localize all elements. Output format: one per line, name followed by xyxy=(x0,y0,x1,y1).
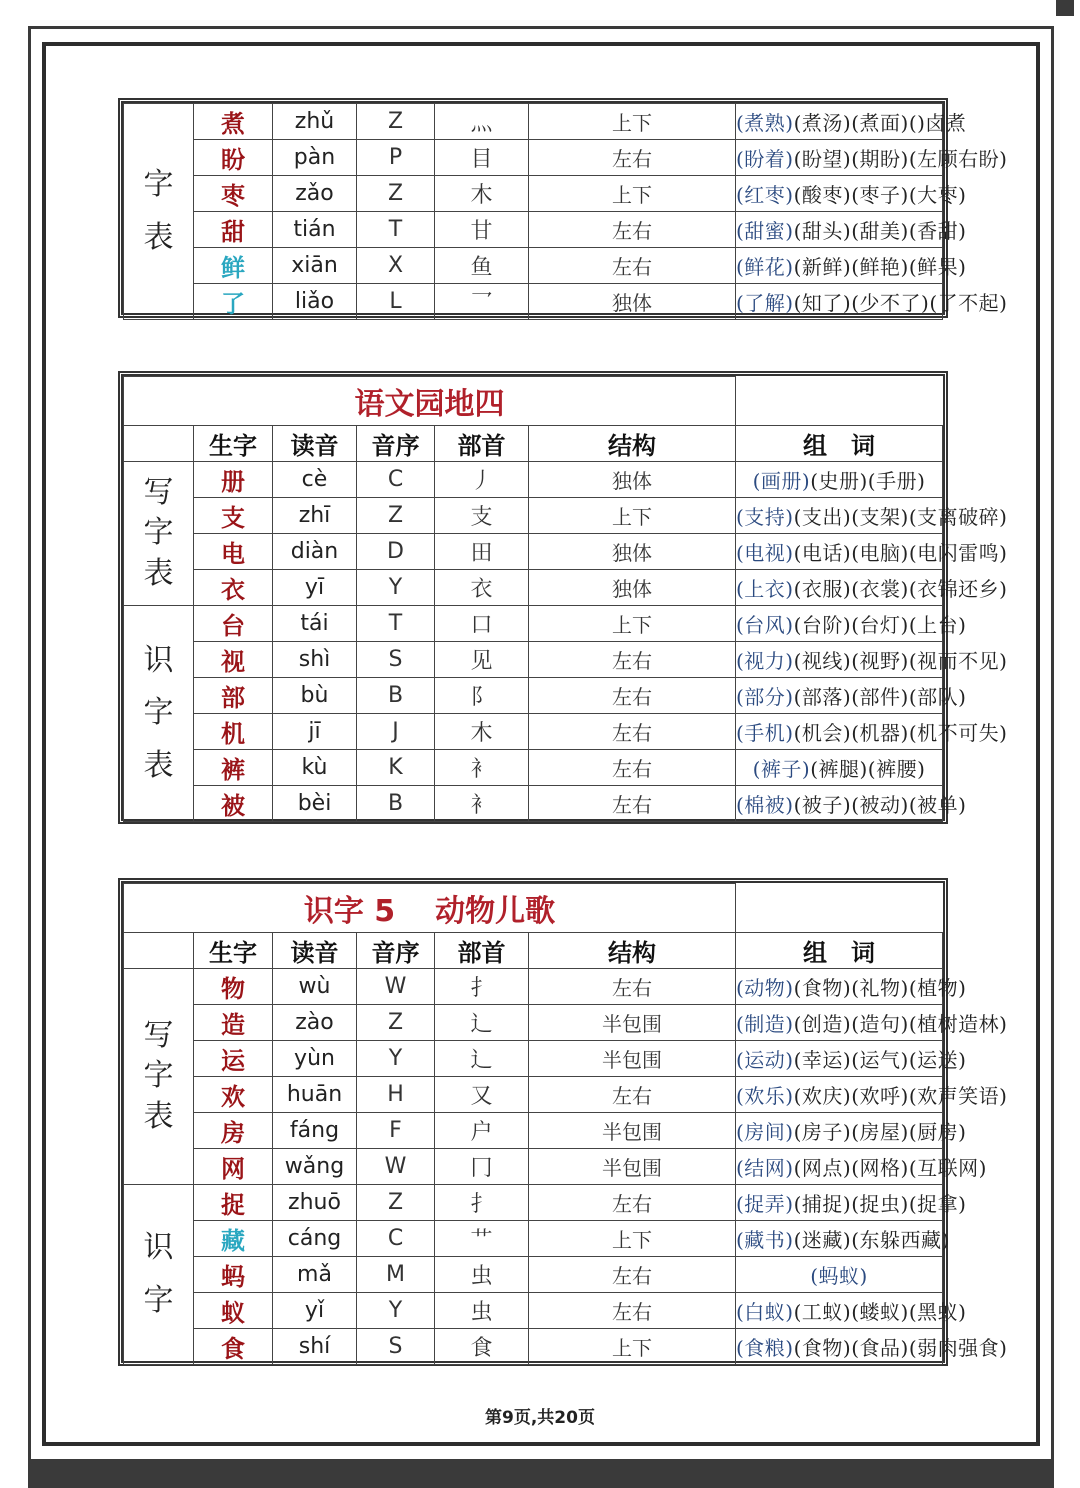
column-header: 生字 xyxy=(194,933,273,969)
first-word: (房间) xyxy=(736,1120,794,1144)
structure: 左右 xyxy=(529,678,736,714)
pinyin: zhī xyxy=(273,498,357,534)
section-title-text: 识字 5 xyxy=(303,894,396,929)
radical: 阝 xyxy=(435,678,529,714)
group-label xyxy=(124,1185,194,1365)
table-row xyxy=(124,1221,943,1257)
structure: 左右 xyxy=(529,1077,736,1113)
index-letter: J xyxy=(357,714,435,750)
other-words: (捕捉)(捉虫)(捉拿) xyxy=(793,1192,967,1216)
structure: 左右 xyxy=(529,786,736,822)
pinyin: pàn xyxy=(273,140,357,176)
new-character: 欢 xyxy=(194,1077,273,1113)
other-words: (部落)(部件)(部队) xyxy=(793,685,967,709)
word-groups xyxy=(736,498,1008,534)
group-label-char: 写 xyxy=(143,1017,174,1053)
word-groups xyxy=(736,534,1008,570)
vocab-table xyxy=(123,103,1008,320)
pinyin: mǎ xyxy=(273,1257,357,1293)
radical: 衤 xyxy=(435,750,529,786)
structure: 上下 xyxy=(529,606,736,642)
structure: 独体 xyxy=(529,284,736,320)
radical: 辶 xyxy=(435,1041,529,1077)
pinyin: zhuō xyxy=(273,1185,357,1221)
new-character: 册 xyxy=(194,462,273,498)
structure: 上下 xyxy=(529,176,736,212)
word-groups xyxy=(736,1329,1008,1365)
index-letter: X xyxy=(357,248,435,284)
table-row xyxy=(124,104,943,140)
column-header: 音序 xyxy=(357,426,435,462)
new-character: 物 xyxy=(194,969,273,1005)
pinyin: tái xyxy=(273,606,357,642)
table-row xyxy=(124,606,943,642)
radical: 扌 xyxy=(435,969,529,1005)
structure: 左右 xyxy=(529,140,736,176)
other-words: (电话)(电脑)(电闪雷鸣) xyxy=(793,541,1008,565)
new-character: 甜 xyxy=(194,212,273,248)
group-label-char: 表 xyxy=(143,219,174,255)
other-words: (网点)(网格)(互联网) xyxy=(793,1156,987,1180)
new-character: 网 xyxy=(194,1149,273,1185)
word-groups xyxy=(736,678,967,714)
column-header: 组 词 xyxy=(736,426,943,462)
table-row xyxy=(124,714,943,750)
new-character: 枣 xyxy=(194,176,273,212)
table-row xyxy=(124,678,943,714)
word-groups xyxy=(736,606,967,642)
other-words: (甜头)(甜美)(香甜) xyxy=(793,219,967,243)
index-letter: W xyxy=(357,969,435,1005)
column-header: 音序 xyxy=(357,933,435,969)
new-character: 蚁 xyxy=(194,1293,273,1329)
radical: 鱼 xyxy=(435,248,529,284)
vocab-table xyxy=(123,376,1008,822)
index-letter: K xyxy=(357,750,435,786)
section-title-text: 语文园地四 xyxy=(354,387,505,422)
index-letter: L xyxy=(357,284,435,320)
structure: 上下 xyxy=(529,1329,736,1365)
index-letter: H xyxy=(357,1077,435,1113)
group-label xyxy=(124,606,194,822)
other-words: (新鲜)(鲜艳)(鲜果) xyxy=(793,255,967,279)
table-row xyxy=(124,498,943,534)
structure: 上下 xyxy=(529,498,736,534)
column-header: 结构 xyxy=(529,426,736,462)
column-header: 结构 xyxy=(529,933,736,969)
first-word: (部分) xyxy=(736,685,794,709)
index-letter: T xyxy=(357,606,435,642)
structure: 半包围 xyxy=(529,1113,736,1149)
header-blank xyxy=(124,933,194,969)
pinyin: yùn xyxy=(273,1041,357,1077)
radical: 目 xyxy=(435,140,529,176)
radical: 辶 xyxy=(435,1005,529,1041)
table-row xyxy=(124,969,943,1005)
group-label-char: 表 xyxy=(143,747,174,783)
section-title xyxy=(124,884,736,933)
other-words: (幸运)(运气)(运送) xyxy=(793,1048,967,1072)
table-row xyxy=(124,248,943,284)
structure: 左右 xyxy=(529,714,736,750)
other-words: (煮汤)(煮面)()卤煮 xyxy=(793,111,967,135)
radical: 木 xyxy=(435,176,529,212)
header-row xyxy=(124,426,943,462)
word-groups xyxy=(736,786,967,822)
radical: 又 xyxy=(435,1077,529,1113)
first-word: (红枣) xyxy=(736,183,794,207)
structure: 上下 xyxy=(529,104,736,140)
other-words: (房子)(房屋)(厨房) xyxy=(793,1120,967,1144)
new-character: 视 xyxy=(194,642,273,678)
new-character: 电 xyxy=(194,534,273,570)
table-row xyxy=(124,1329,943,1365)
radical: 冂 xyxy=(435,1149,529,1185)
index-letter: Z xyxy=(357,176,435,212)
first-word: (甜蜜) xyxy=(736,219,794,243)
pinyin: bù xyxy=(273,678,357,714)
index-letter: D xyxy=(357,534,435,570)
table-row xyxy=(124,570,943,606)
new-character: 鲜 xyxy=(194,248,273,284)
pinyin: tián xyxy=(273,212,357,248)
word-groups xyxy=(736,1005,1008,1041)
word-groups xyxy=(736,1149,987,1185)
pinyin: liǎo xyxy=(273,284,357,320)
structure: 左右 xyxy=(529,248,736,284)
column-header: 读音 xyxy=(273,426,357,462)
first-word: (藏书) xyxy=(736,1228,794,1252)
header-row xyxy=(124,933,943,969)
pinyin: kù xyxy=(273,750,357,786)
group-label-char: 识 xyxy=(143,1230,174,1265)
first-word: (食粮) xyxy=(736,1336,794,1360)
table-row xyxy=(124,212,943,248)
other-words: (机会)(机器)(机不可失) xyxy=(793,721,1008,745)
index-letter: Y xyxy=(357,1041,435,1077)
table-row xyxy=(124,140,943,176)
pinyin: fáng xyxy=(273,1113,357,1149)
structure: 左右 xyxy=(529,1257,736,1293)
group-label-char: 表 xyxy=(143,555,174,591)
index-letter: Z xyxy=(357,1005,435,1041)
column-header: 生字 xyxy=(194,426,273,462)
index-letter: M xyxy=(357,1257,435,1293)
first-word: (制造) xyxy=(736,1012,794,1036)
table-row xyxy=(124,1185,943,1221)
pinyin: wǎng xyxy=(273,1149,357,1185)
radical: 乛 xyxy=(435,284,529,320)
section-shizi-5 xyxy=(118,878,1008,1366)
first-word: (画册) xyxy=(752,469,811,493)
first-word: (运动) xyxy=(736,1048,794,1072)
section-continued-table xyxy=(118,98,1008,318)
group-label-char: 字 xyxy=(143,695,174,731)
first-word: (电视) xyxy=(736,541,794,565)
index-letter: C xyxy=(357,462,435,498)
radical: 衤 xyxy=(435,786,529,822)
new-character: 支 xyxy=(194,498,273,534)
new-character: 部 xyxy=(194,678,273,714)
table-row xyxy=(124,786,943,822)
pinyin: shì xyxy=(273,642,357,678)
other-words: (工蚁)(蝼蚁)(黑蚁) xyxy=(793,1300,967,1324)
other-words: (创造)(造句)(植树造林) xyxy=(793,1012,1008,1036)
pinyin: bèi xyxy=(273,786,357,822)
table-row xyxy=(124,642,943,678)
new-character: 台 xyxy=(194,606,273,642)
word-groups xyxy=(736,212,967,248)
group-label-char: 字 xyxy=(143,1058,174,1094)
table-row xyxy=(124,176,943,212)
pinyin: zhǔ xyxy=(273,104,357,140)
word-groups xyxy=(736,284,1008,320)
index-letter: C xyxy=(357,1221,435,1257)
table-row xyxy=(124,462,943,498)
word-groups xyxy=(736,462,943,498)
page-footer: 第9页,共20页 xyxy=(485,1408,595,1428)
other-words: (欢庆)(欢呼)(欢声笑语) xyxy=(793,1084,1008,1108)
column-header: 读音 xyxy=(273,933,357,969)
other-words: (酸枣)(枣子)(大枣) xyxy=(793,183,967,207)
structure: 半包围 xyxy=(529,1041,736,1077)
word-groups xyxy=(736,570,1008,606)
new-character: 被 xyxy=(194,786,273,822)
bottom-strip xyxy=(28,1462,1054,1488)
table-row xyxy=(124,1257,943,1293)
radical: 衣 xyxy=(435,570,529,606)
table-row xyxy=(124,750,943,786)
word-groups xyxy=(736,176,967,212)
pinyin: huān xyxy=(273,1077,357,1113)
other-words: (食物)(礼物)(植物) xyxy=(793,976,967,1000)
other-words: (盼望)(期盼)(左顾右盼) xyxy=(793,147,1008,171)
other-words: (裤腿)(裤腰) xyxy=(810,757,926,781)
radical: 食 xyxy=(435,1329,529,1365)
other-words: (台阶)(台灯)(上台) xyxy=(793,613,967,637)
group-label-char: 字 xyxy=(143,167,174,202)
new-character: 煮 xyxy=(194,104,273,140)
first-word: (白蚁) xyxy=(736,1300,794,1324)
structure: 半包围 xyxy=(529,1005,736,1041)
index-letter: P xyxy=(357,140,435,176)
pinyin: xiān xyxy=(273,248,357,284)
structure: 左右 xyxy=(529,642,736,678)
first-word: (棉被) xyxy=(736,793,794,817)
first-word: (欢乐) xyxy=(736,1084,794,1108)
first-word: (盼着) xyxy=(736,147,794,171)
table-row xyxy=(124,284,943,320)
structure: 上下 xyxy=(529,1221,736,1257)
word-groups xyxy=(736,1257,943,1293)
pinyin: zào xyxy=(273,1005,357,1041)
first-word: (蚂蚁) xyxy=(810,1264,868,1288)
radical: 虫 xyxy=(435,1257,529,1293)
structure: 左右 xyxy=(529,750,736,786)
group-label xyxy=(124,969,194,1185)
table-row xyxy=(124,1293,943,1329)
new-character: 盼 xyxy=(194,140,273,176)
word-groups xyxy=(736,1221,950,1257)
group-label-char: 字 xyxy=(143,1282,174,1318)
new-character: 裤 xyxy=(194,750,273,786)
pinyin: wù xyxy=(273,969,357,1005)
group-label xyxy=(124,462,194,606)
radical: 虫 xyxy=(435,1293,529,1329)
first-word: (上衣) xyxy=(736,577,794,601)
word-groups xyxy=(736,1113,967,1149)
structure: 左右 xyxy=(529,969,736,1005)
other-words: (迷藏)(东躲西藏) xyxy=(793,1228,950,1252)
first-word: (煮熟) xyxy=(736,111,794,135)
pinyin: diàn xyxy=(273,534,357,570)
group-label-char: 写 xyxy=(143,474,174,510)
column-header: 组 词 xyxy=(736,933,943,969)
header-blank xyxy=(124,426,194,462)
index-letter: W xyxy=(357,1149,435,1185)
pinyin: cáng xyxy=(273,1221,357,1257)
word-groups xyxy=(736,642,1008,678)
pinyin: zǎo xyxy=(273,176,357,212)
section-title xyxy=(124,377,736,426)
structure: 半包围 xyxy=(529,1149,736,1185)
structure: 独体 xyxy=(529,570,736,606)
group-label-char: 识 xyxy=(143,642,174,678)
structure: 左右 xyxy=(529,212,736,248)
word-groups xyxy=(736,714,1008,750)
first-word: (鲜花) xyxy=(736,255,794,279)
other-words: (食物)(食品)(弱肉强食) xyxy=(793,1336,1008,1360)
new-character: 房 xyxy=(194,1113,273,1149)
word-groups xyxy=(736,1077,1008,1113)
table-row xyxy=(124,1005,943,1041)
structure: 独体 xyxy=(529,462,736,498)
radical: 灬 xyxy=(435,104,529,140)
section-yuwen-yuandi-4 xyxy=(118,371,1008,824)
group-label xyxy=(124,104,194,320)
table-row xyxy=(124,1149,943,1185)
first-word: (手机) xyxy=(736,721,794,745)
radical: 扌 xyxy=(435,1185,529,1221)
index-letter: Z xyxy=(357,498,435,534)
column-header: 部首 xyxy=(435,426,529,462)
pinyin: yī xyxy=(273,570,357,606)
other-words: (支出)(支架)(支离破碎) xyxy=(793,505,1008,529)
first-word: (支持) xyxy=(736,505,794,529)
index-letter: Z xyxy=(357,1185,435,1221)
column-header: 部首 xyxy=(435,933,529,969)
radical: 艹 xyxy=(435,1221,529,1257)
new-character: 衣 xyxy=(194,570,273,606)
first-word: (了解) xyxy=(736,291,794,315)
new-character: 捉 xyxy=(194,1185,273,1221)
table-row xyxy=(124,1041,943,1077)
word-groups xyxy=(736,969,967,1005)
first-word: (结网) xyxy=(736,1156,794,1180)
first-word: (裤子) xyxy=(752,757,811,781)
index-letter: T xyxy=(357,212,435,248)
other-words: (史册)(手册) xyxy=(810,469,926,493)
first-word: (捉弄) xyxy=(736,1192,794,1216)
radical: 口 xyxy=(435,606,529,642)
other-words: (视线)(视野)(视而不见) xyxy=(793,649,1008,673)
index-letter: Y xyxy=(357,1293,435,1329)
new-character: 运 xyxy=(194,1041,273,1077)
word-groups xyxy=(736,1293,967,1329)
pinyin: shí xyxy=(273,1329,357,1365)
index-letter: B xyxy=(357,786,435,822)
vocab-table xyxy=(123,883,1008,1365)
word-groups xyxy=(736,140,1008,176)
table-row xyxy=(124,1113,943,1149)
pinyin: cè xyxy=(273,462,357,498)
structure: 左右 xyxy=(529,1293,736,1329)
radical: 甘 xyxy=(435,212,529,248)
radical: 户 xyxy=(435,1113,529,1149)
radical: 丿 xyxy=(435,462,529,498)
table-row xyxy=(124,1077,943,1113)
word-groups xyxy=(736,1041,967,1077)
pinyin: yǐ xyxy=(273,1293,357,1329)
other-words: (衣服)(衣裳)(衣锦还乡) xyxy=(793,577,1008,601)
word-groups xyxy=(736,104,967,140)
new-character: 蚂 xyxy=(194,1257,273,1293)
new-character: 造 xyxy=(194,1005,273,1041)
new-character: 机 xyxy=(194,714,273,750)
word-groups xyxy=(736,750,943,786)
index-letter: S xyxy=(357,1329,435,1365)
other-words: (被子)(被动)(被单) xyxy=(793,793,967,817)
index-letter: B xyxy=(357,678,435,714)
new-character: 了 xyxy=(194,284,273,320)
index-letter: F xyxy=(357,1113,435,1149)
section-title-row xyxy=(124,884,943,933)
first-word: (动物) xyxy=(736,976,794,1000)
group-label-char: 表 xyxy=(143,1098,174,1134)
index-letter: Z xyxy=(357,104,435,140)
first-word: (视力) xyxy=(736,649,794,673)
group-label-char: 字 xyxy=(143,515,174,551)
new-character: 食 xyxy=(194,1329,273,1365)
radical: 见 xyxy=(435,642,529,678)
index-letter: Y xyxy=(357,570,435,606)
word-groups xyxy=(736,1185,967,1221)
structure: 左右 xyxy=(529,1185,736,1221)
section-title-row xyxy=(124,377,943,426)
section-subtitle-text: 动物儿歌 xyxy=(435,894,556,929)
other-words: (知了)(少不了)(了不起) xyxy=(793,291,1008,315)
radical: 支 xyxy=(435,498,529,534)
index-letter: S xyxy=(357,642,435,678)
word-groups xyxy=(736,248,967,284)
table-row xyxy=(124,534,943,570)
first-word: (台风) xyxy=(736,613,794,637)
pinyin: jī xyxy=(273,714,357,750)
corner-mark xyxy=(1056,0,1074,16)
top-strip xyxy=(0,0,1080,20)
structure: 独体 xyxy=(529,534,736,570)
new-character: 藏 xyxy=(194,1221,273,1257)
radical: 木 xyxy=(435,714,529,750)
radical: 田 xyxy=(435,534,529,570)
